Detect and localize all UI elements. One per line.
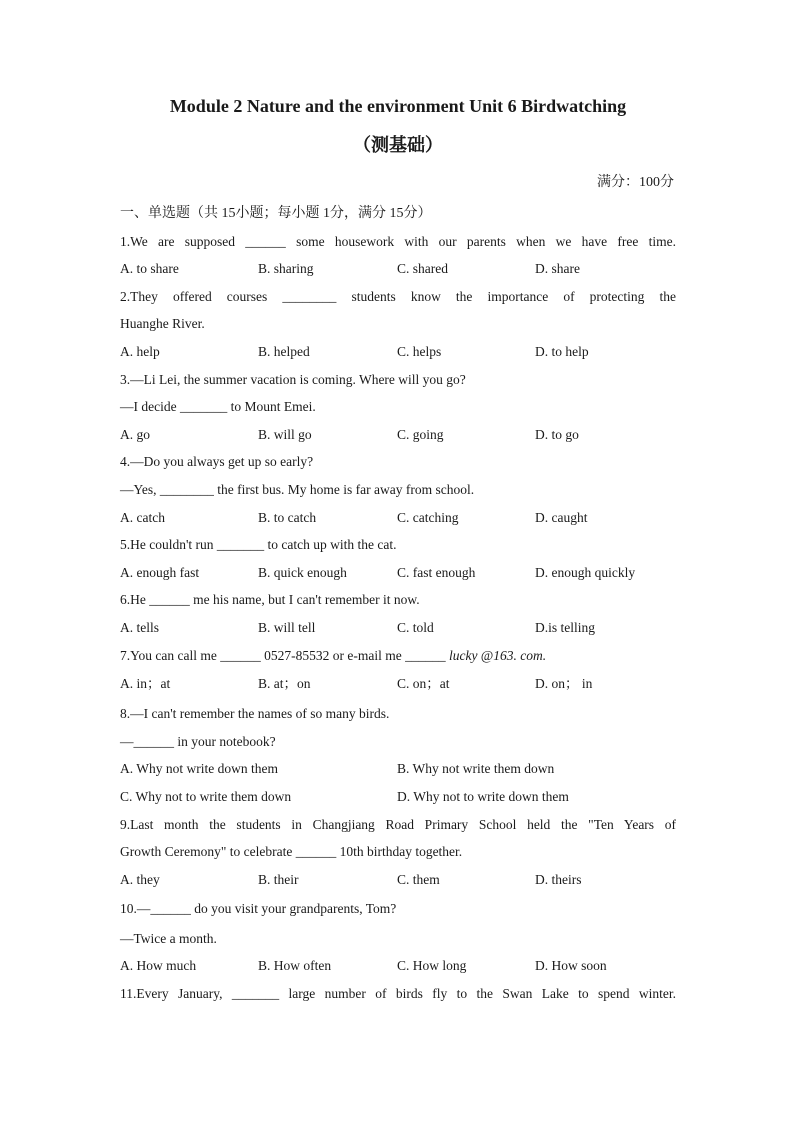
option-b: B. at；on — [258, 676, 311, 691]
option-c: C. fast enough — [397, 565, 476, 580]
option-d: D. Why not to write down them — [397, 789, 569, 804]
option-a: A. How much — [120, 958, 197, 973]
option-b: B. will go — [258, 427, 312, 442]
option-d: D. enough quickly — [535, 565, 636, 580]
option-d: D. to help — [535, 344, 589, 359]
question-8-stem-cont: —______ in your notebook? — [120, 734, 276, 749]
option-b: B. their — [258, 872, 299, 887]
option-a: A. they — [120, 872, 160, 887]
option-b: B. will tell — [258, 620, 316, 635]
question-9-stem: 9.Last month the students in Changjiang Road Primary School held the "Ten Years of — [120, 817, 676, 832]
option-c: C. told — [397, 620, 434, 635]
option-b: B. sharing — [258, 261, 314, 276]
option-c: C. helps — [397, 344, 442, 359]
option-b: B. to catch — [258, 510, 317, 525]
option-d: D. to go — [535, 427, 579, 442]
question-9-stem-cont: Growth Ceremony" to celebrate ______ 10th birthday together. — [120, 844, 463, 859]
option-c: C. How long — [397, 958, 467, 973]
option-c: C. on；at — [397, 676, 450, 691]
question-10-stem: 10.—______ do you visit your grandparents, Tom? — [120, 901, 397, 916]
option-a: A. to share — [120, 261, 179, 276]
option-b: B. helped — [258, 344, 310, 359]
option-c: C. Why not to write them down — [120, 789, 292, 804]
section-heading: 一、单选题（共 15小题；每小题 1分，满分 15分） — [120, 206, 432, 221]
question-1-stem: 1.We are supposed ______ some housework with our parents when we have free time. — [120, 234, 676, 249]
question-4-stem: 4.—Do you always get up so early? — [120, 454, 314, 469]
option-b: B. Why not write them down — [397, 761, 555, 776]
question-3-stem: 3.—Li Lei, the summer vacation is coming. Where will you go? — [120, 372, 466, 387]
option-a: A. in；at — [120, 676, 171, 691]
question-5-stem: 5.He couldn't run _______ to catch up with the cat. — [120, 537, 397, 552]
option-c: C. them — [397, 872, 440, 887]
option-a: A. help — [120, 344, 160, 359]
question-7-text: 7.You can call me ______ 0527-85532 or e-mail me ______ — [120, 648, 449, 663]
option-d: D. share — [535, 261, 580, 276]
question-2-stem-cont: Huanghe River. — [120, 316, 205, 331]
question-8-stem: 8.—I can't remember the names of so many birds. — [120, 706, 390, 721]
option-d: D.is telling — [535, 620, 595, 635]
option-b: B. How often — [258, 958, 332, 973]
question-7-stem — [120, 647, 676, 665]
option-a: A. go — [120, 427, 150, 442]
option-c: C. catching — [397, 510, 459, 525]
option-d: D. How soon — [535, 958, 607, 973]
email-address: lucky @163. com. — [448, 648, 547, 663]
question-10-stem-cont: —Twice a month. — [120, 931, 217, 946]
question-6-stem: 6.He ______ me his name, but I can't remember it now. — [120, 592, 420, 607]
option-d: D. on； in — [535, 676, 593, 691]
question-4-stem-cont: —Yes, ________ the first bus. My home is far away from school. — [120, 482, 475, 497]
option-a: A. tells — [120, 620, 159, 635]
question-3-stem-cont: —I decide _______ to Mount Emei. — [120, 399, 316, 414]
option-a: A. enough fast — [120, 565, 200, 580]
option-d: D. caught — [535, 510, 588, 525]
total-score: 满分：100分 — [597, 175, 674, 190]
question-2-stem: 2.They offered courses ________ students know the importance of protecting the — [120, 289, 676, 304]
option-a: A. Why not write down them — [120, 761, 278, 776]
option-a: A. catch — [120, 510, 165, 525]
option-d: D. theirs — [535, 872, 582, 887]
document-title: Module 2 Nature and the environment Unit 6 Birdwatching — [169, 96, 627, 116]
option-b: B. quick enough — [258, 565, 347, 580]
document-subtitle: （测基础） — [353, 135, 443, 155]
option-c: C. shared — [397, 261, 448, 276]
option-c: C. going — [397, 427, 444, 442]
question-11-stem: 11.Every January, _______ large number of birds fly to the Swan Lake to spend winter. — [120, 986, 676, 1001]
